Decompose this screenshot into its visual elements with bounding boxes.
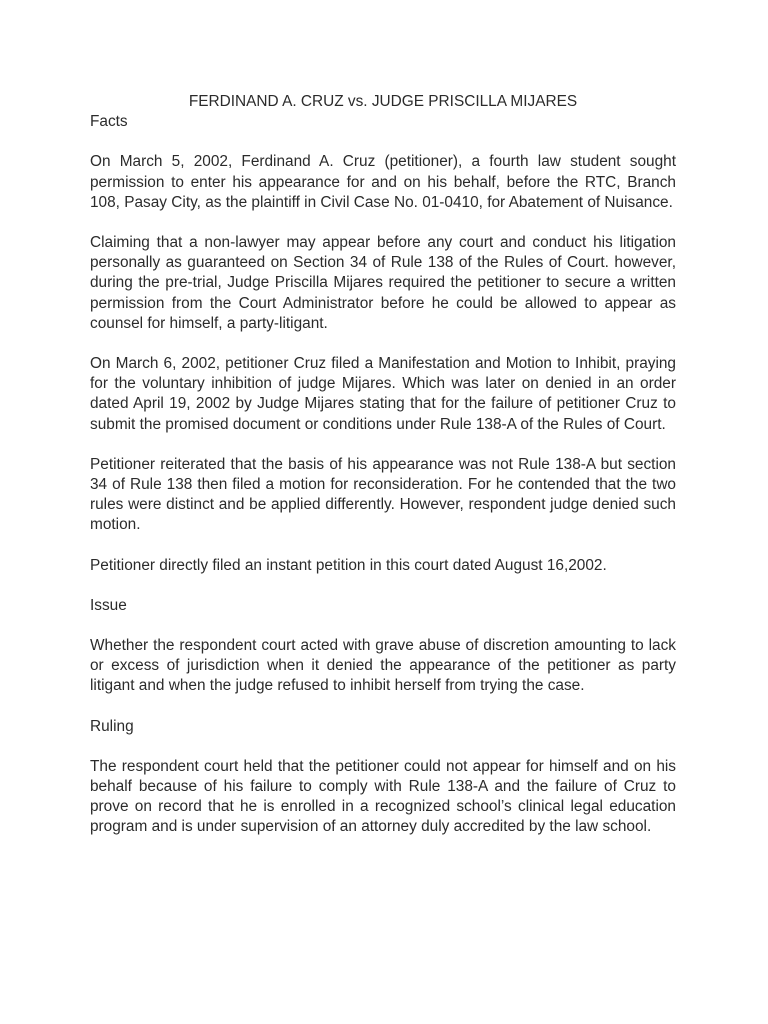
facts-paragraph-3: On March 6, 2002, petitioner Cruz filed a Manifestation and Motion to Inhibit, praying for the voluntary inhibition of judge Mijares. Which was later on denied in an order dated April 19, 2002 by Judge Mijares stating that for the failure of petitioner Cruz to submit the promised document or conditions under Rule 138-A of the Rules of Court. (90, 355, 676, 433)
document-title: FERDINAND A. CRUZ vs. JUDGE PRISCILLA MIJARES (188, 93, 578, 110)
facts-paragraph-2: Claiming that a non-lawyer may appear before any court and conduct his litigation personally as guaranteed on Section 34 of Rule 138 of the Rules of Court. however, during the pre-trial, Judge Priscilla Mijares required the petitioner to secure a written permission from the Court Administrator before he could be allowed to appear as counsel for himself, a party-litigant. (90, 234, 676, 332)
section-heading-issue: Issue (90, 596, 127, 614)
facts-paragraph-1: On March 5, 2002, Ferdinand A. Cruz (petitioner), a fourth law student sought permission to enter his appearance for and on his behalf, before the RTC, Branch 108, Pasay City, as the plaintiff in Civil Case No. 01-0410, for Abatement of Nuisance. (90, 153, 676, 211)
facts-paragraph-5: Petitioner directly filed an instant petition in this court dated August 16,2002. (90, 556, 607, 574)
facts-paragraph-4: Petitioner reiterated that the basis of his appearance was not Rule 138-A but section 34 of Rule 138 then filed a motion for reconsideration. For he contended that the two rules were distinct and be applied differently. However, respondent judge denied such motion. (90, 455, 676, 534)
issue-paragraph-1: Whether the respondent court acted with grave abuse of discretion amounting to lack or excess of jurisdiction when it denied the appearance of the petitioner as party litigant and when the judge refused to inhibit herself from trying the case. (90, 637, 676, 695)
section-heading-facts: Facts (90, 113, 128, 131)
ruling-paragraph-1: The respondent court held that the petitioner could not appear for himself and on his behalf because of his failure to comply with Rule 138-A and the failure of Cruz to prove on record that he is enrolled in a recognized school’s clinical legal education program and is under supervision of an attorney duly accredited by the law school. (90, 757, 676, 836)
document-page (90, 92, 676, 858)
section-heading-ruling: Ruling (90, 717, 134, 735)
